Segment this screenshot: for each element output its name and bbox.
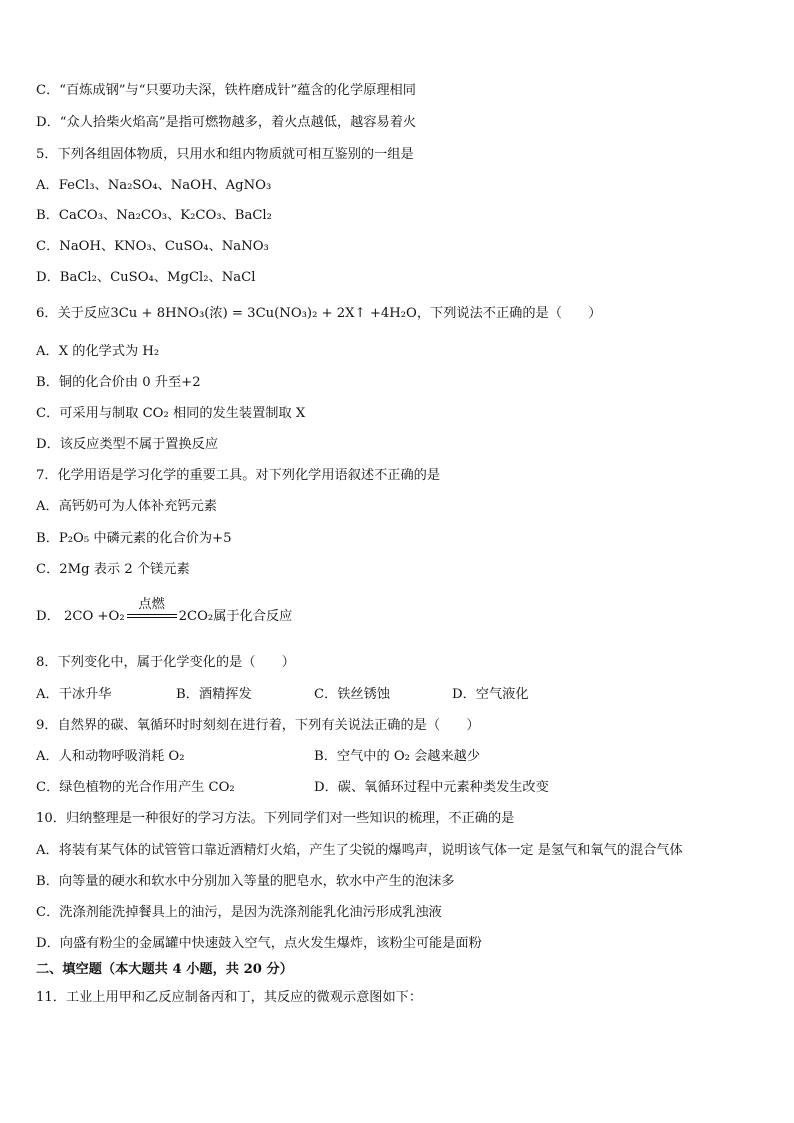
q8-option-a: A．干冰升华 — [36, 687, 112, 702]
q8-option-c: C．铁丝锈蚀 — [314, 687, 391, 702]
q8-option-b: B．酒精挥发 — [176, 687, 252, 702]
q11-stem: 11．工业上用甲和乙反应制备丙和丁，其反应的微观示意图如下： — [36, 990, 423, 1005]
q5-option-c: C．NaOH、KNO₃、CuSO₄、NaNO₃ — [36, 239, 269, 254]
q5-stem: 5．下列各组固体物质，只用水和组内物质就可相互鉴别的一组是 — [36, 147, 414, 162]
q7d-suffix: 属于化合反应 — [213, 609, 293, 624]
reaction-condition-equals — [127, 597, 177, 626]
q4-option-c: C．“百炼成钢”与“只要功夫深，铁杵磨成针”蕴含的化学原理相同 — [36, 83, 416, 98]
q7-option-b: B．P₂O₅ 中磷元素的化合价为+5 — [36, 531, 232, 546]
q7-stem: 7．化学用语是学习化学的重要工具。对下列化学用语叙述不正确的是 — [36, 468, 441, 483]
q10-option-b: B．向等量的硬水和软水中分别加入等量的肥皂水，软水中产生的泡沫多 — [36, 874, 455, 889]
q9-option-d: D．碳、氧循环过程中元素种类发生改变 — [314, 780, 549, 795]
q6-option-a: A．X 的化学式为 H₂ — [36, 344, 160, 359]
q7-option-d — [36, 597, 293, 626]
q4-option-d: D．“众人拾柴火焰高”是指可燃物越多，着火点越低，越容易着火 — [36, 115, 417, 130]
q6-prefix: 6．关于反应 — [36, 306, 111, 321]
q5-option-d: D．BaCl₂、CuSO₄、MgCl₂、NaCl — [36, 270, 256, 285]
q7d-reactants: 2CO +O₂ — [63, 609, 125, 624]
q9-stem: 9．自然界的碳、氧循环时时刻刻在进行着，下列有关说法正确的是（ ） — [36, 718, 480, 733]
q9-option-c: C．绿色植物的光合作用产生 CO₂ — [36, 780, 235, 795]
q10-stem: 10．归纳整理是一种很好的学习方法。下列同学们对一些知识的梳理，不正确的是 — [36, 811, 515, 826]
q7-option-c: C．2Mg 表示 2 个镁元素 — [36, 562, 190, 577]
section-heading-fill-in: 二、填空题（本大题共 4 小题，共 20 分） — [36, 962, 293, 977]
q9-option-a: A．人和动物呼吸消耗 O₂ — [36, 749, 185, 764]
q10-option-c: C．洗涤剂能洗掉餐具上的油污，是因为洗涤剂能乳化油污形成乳浊液 — [36, 905, 442, 920]
reaction-condition-label: 点燃 — [138, 597, 165, 612]
q5-option-a: A．FeCl₃、Na₂SO₄、NaOH、AgNO₃ — [36, 178, 272, 193]
q5-option-b: B．CaCO₃、Na₂CO₃、K₂CO₃、BaCl₂ — [36, 208, 272, 223]
q6-option-c: C．可采用与制取 CO₂ 相同的发生装置制取 X — [36, 406, 306, 421]
q7-option-a: A．高钙奶可为人体补充钙元素 — [36, 499, 217, 514]
q7d-product: 2CO₂ — [178, 609, 214, 624]
q8-stem: 8．下列变化中，属于化学变化的是（ ） — [36, 655, 295, 670]
q10-option-d: D．向盛有粉尘的金属罐中快速鼓入空气，点火发生爆炸，该粉尘可能是面粉 — [36, 936, 482, 951]
q6-option-d: D．该反应类型不属于置换反应 — [36, 437, 219, 452]
q6-equation: 3Cu + 8HNO₃(浓) = 3Cu(NO₃)₂ + 2X↑ +4H₂O — [110, 306, 417, 321]
q8-option-d: D．空气液化 — [452, 687, 529, 702]
q10-option-a: A．将装有某气体的试管管口靠近酒精灯火焰，产生了尖锐的爆鸣声，说明该气体一定 是氢气和氧气的混合气体 — [36, 843, 683, 858]
q6-option-b: B．铜的化合价由 0 升至+2 — [36, 375, 201, 390]
q6-suffix: ，下列说法不正确的是（ ） — [416, 306, 602, 321]
q7d-label: D． — [36, 609, 60, 624]
q9-option-b: B．空气中的 O₂ 会越来越少 — [314, 749, 481, 764]
q6-stem — [36, 305, 601, 323]
